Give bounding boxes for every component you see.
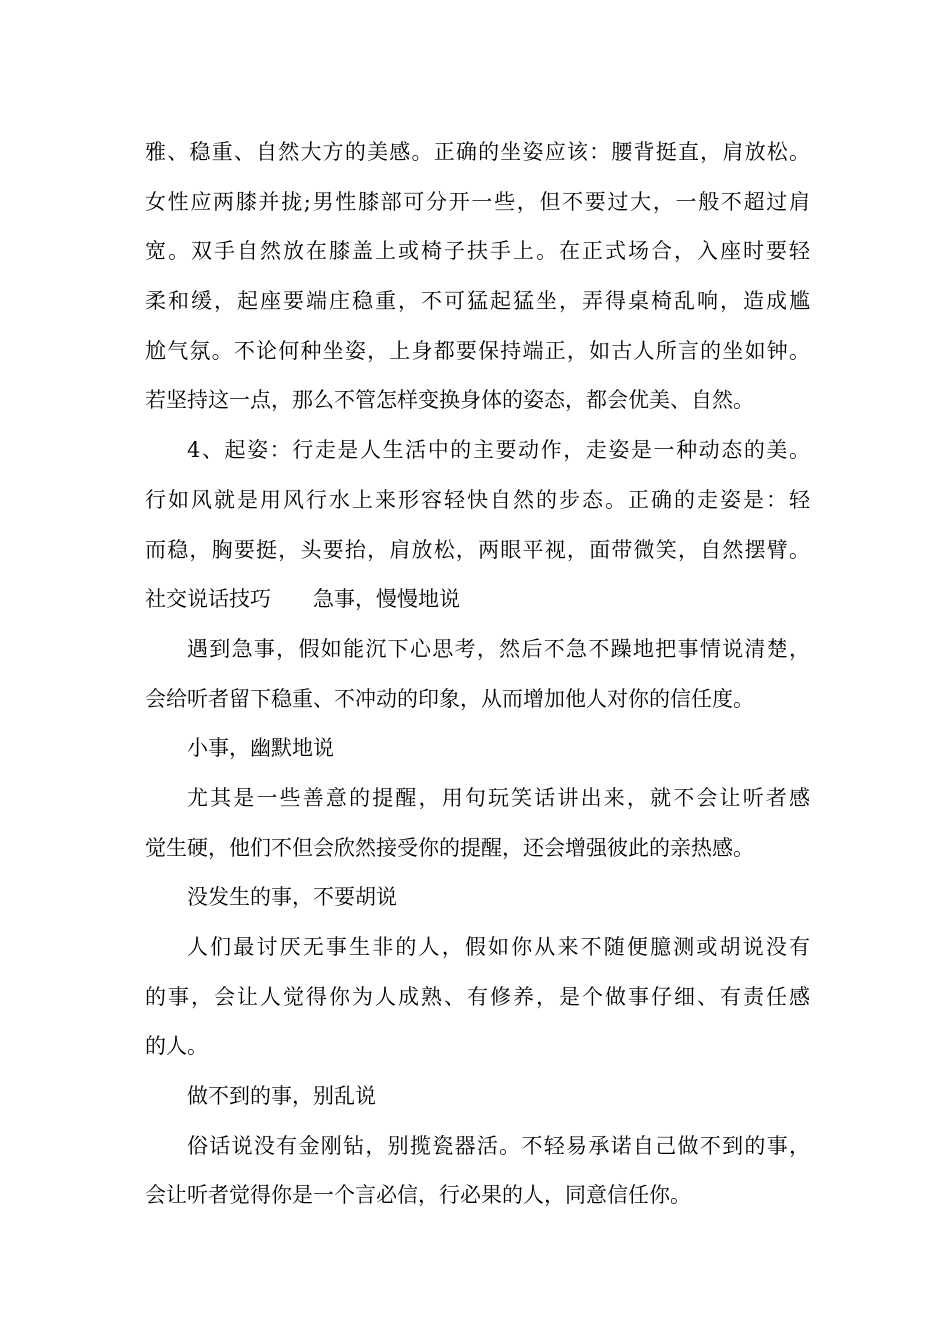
text-line: 若坚持这一点，那么不管怎样变换身体的姿态，都会优美、自然。 [145,388,754,413]
paragraph-block-posture [145,128,810,575]
text-line: 4、起姿：行走是人生活中的主要动作，走姿是一种动态的美。 [187,438,810,463]
text-line: 而稳，胸要挺，头要抬，肩放松，两眼平视，面带微笑，自然摆臂。 [145,537,810,562]
document-body [145,128,810,1221]
text-line: 宽。双手自然放在膝盖上或椅子扶手上。在正式场合，入座时要轻 [145,239,810,264]
text-line: 没发生的事，不要胡说 [187,885,397,910]
text-line: 女性应两膝并拢;男性膝部可分开一些，但不要过大，一般不超过肩 [145,189,810,214]
text-line: 小事，幽默地说 [187,736,334,761]
section-heading [145,575,810,625]
text-line: 尤其是一些善意的提醒，用句玩笑话讲出来，就不会让听者感 [187,785,810,810]
text-line: 俗话说没有金刚钻，别揽瓷器活。不轻易承诺自己做不到的事， [187,1133,810,1158]
text-line: 会给听者留下稳重、不冲动的印象，从而增加他人对你的信任度。 [145,686,754,711]
text-line: 尬气氛。不论何种坐姿，上身都要保持端正，如古人所言的坐如钟。 [145,338,810,363]
text-line: 行如风就是用风行水上来形容轻快自然的步态。正确的走姿是：轻 [145,487,810,512]
text-line: 觉生硬，他们不但会欣然接受你的提醒，还会增强彼此的亲热感。 [145,835,754,860]
heading-title: 社交说话技巧 [145,587,271,612]
text-line: 的人。 [145,1034,208,1059]
paragraph-block-speaking [145,625,810,1221]
text-line: 遇到急事，假如能沉下心思考，然后不急不躁地把事情说清楚， [187,636,810,661]
text-line: 雅、稳重、自然大方的美感。正确的坐姿应该：腰背挺直，肩放松。 [145,140,810,164]
text-line: 柔和缓，起座要端庄稳重，不可猛起猛坐，弄得桌椅乱响，造成尴 [145,289,810,314]
text-line: 的事，会让人觉得你为人成熟、有修养，是个做事仔细、有责任感 [145,984,810,1009]
text-line: 做不到的事，别乱说 [187,1084,376,1109]
text-line: 会让听者觉得你是一个言必信，行必果的人，同意信任你。 [145,1183,691,1208]
heading-subtitle: 急事，慢慢地说 [313,587,460,612]
text-line: 人们最讨厌无事生非的人，假如你从来不随便臆测或胡说没有 [187,935,810,959]
